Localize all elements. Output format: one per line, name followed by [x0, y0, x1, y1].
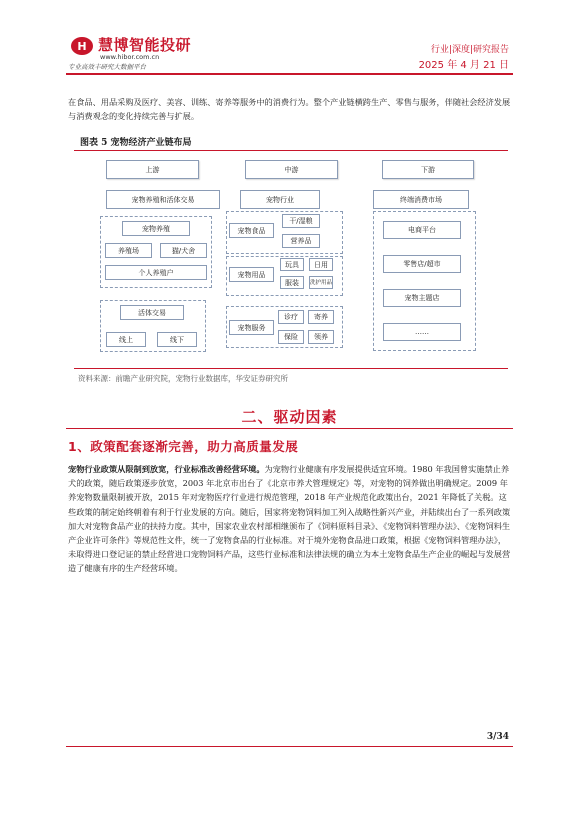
- section-lead: 宠物行业政策从限制到放宽，行业标准改善经营环境。: [68, 464, 265, 474]
- retail-box: 零售店/超市: [383, 255, 461, 273]
- intro-paragraph: 在食品、用品采购及医疗、美容、训练、寄养等服务中的消费行为。整个产业链横跨生产、零售与服务，伴随社会经济发展与消费观念的变化持续完善与扩展。: [68, 97, 511, 122]
- section-divider: [66, 428, 513, 429]
- boarding-box: 寄养: [308, 310, 334, 324]
- subsection-title: 1、政策配套逐渐完善，助力高质量发展: [68, 439, 299, 454]
- upstream-header: 上游: [106, 160, 199, 179]
- hibor-logo-icon: [70, 36, 94, 56]
- online-box: 线上: [106, 332, 146, 347]
- midstream-category: 宠物行业: [240, 190, 320, 209]
- logo-url: www.hibor.com.cn: [100, 53, 160, 61]
- services-box: 宠物服务: [229, 320, 274, 335]
- breeding-box: 宠物养殖: [122, 221, 190, 236]
- insurance-box: 保险: [278, 330, 304, 344]
- offline-box: 线下: [157, 332, 197, 347]
- supplies-box: 宠物用品: [229, 267, 274, 282]
- dry-wet-food-box: 干/湿粮: [282, 214, 320, 228]
- figure-title: 图表 5 宠物经济产业链布局: [80, 138, 192, 148]
- downstream-category: 终端消费市场: [373, 190, 469, 209]
- figure-source: 资料来源：前瞻产业研究院，宠物行业数据库，华安证券研究所: [78, 374, 288, 383]
- daily-box: 日用: [309, 258, 333, 271]
- clothing-box: 服装: [280, 276, 304, 289]
- food-box: 宠物食品: [229, 223, 274, 238]
- figure-bottom-rule: [74, 368, 508, 369]
- nutrition-box: 营养品: [282, 234, 320, 248]
- page-number: 3/34: [486, 732, 509, 742]
- section-body: [68, 462, 514, 576]
- ecommerce-box: 电商平台: [383, 221, 461, 239]
- section-title: 二、驱动因素: [241, 408, 338, 426]
- figure-top-rule: [74, 150, 508, 151]
- medical-box: 诊疗: [278, 310, 304, 324]
- care-products-box: 洗护用品: [309, 276, 333, 289]
- personal-breeder-box: 个人养殖户: [105, 265, 207, 280]
- header-divider: [66, 73, 513, 75]
- footer-divider: [66, 746, 513, 747]
- logo-text: 慧博智能投研: [98, 36, 192, 54]
- kennel-box: 猫/犬舍: [160, 243, 207, 258]
- upstream-category: 宠物养殖和活体交易: [106, 190, 220, 209]
- trade-box: 活体交易: [120, 305, 184, 320]
- report-tags: 行业|深度|研究报告: [430, 45, 509, 55]
- downstream-header: 下游: [382, 160, 474, 179]
- midstream-header: 中游: [245, 160, 338, 179]
- report-date: 2025 年 4 月 21 日: [418, 60, 509, 71]
- adoption-box: 领养: [308, 330, 334, 344]
- toys-box: 玩具: [280, 258, 304, 271]
- farm-box: 养殖场: [105, 243, 152, 258]
- theme-store-box: 宠物主题店: [383, 289, 461, 307]
- logo-slogan: 专业高效丰研究大数据平台: [68, 63, 146, 71]
- more-box: ……: [383, 323, 461, 341]
- svg-text:H: H: [77, 40, 87, 53]
- section-body-text: 为宠物行业健康有序发展提供适宜环境。1980 年我国曾实施禁止养犬的政策，随后政策逐步放宽，2003 年北京市出台了《北京市养犬管理规定》等，对宠物的饲养做出明确规定。2009 年养宠物数量限制被开放，2015 年对宠物医疗行业进行规范管理，2018 年产业规范化政策出台，2021 年降低了关税。这些政策的制定始终朝着有利于行业发展的方向。随后，国家将宠物饲料加工列入战略性新兴产业，并陆续出台了一系列政策加大对宠物食品产业的扶持力度。其中，国家农业农村部相继颁布了《饲料原料目录》、《宠物饲料管理办法》、《宠物饲料生产企业许可条件》等规范性文件，统一了宠物食品的行业标准。对于境外宠物食品进口政策，根据《宠物饲料管理办法》，未取得进口登记证的禁止经营进口宠物饲料产品，这些行业标准和法律法规的确立为本土宠物食品生产企业的崛起与发展营造了健康有序的生产经营环境。: [68, 464, 511, 574]
